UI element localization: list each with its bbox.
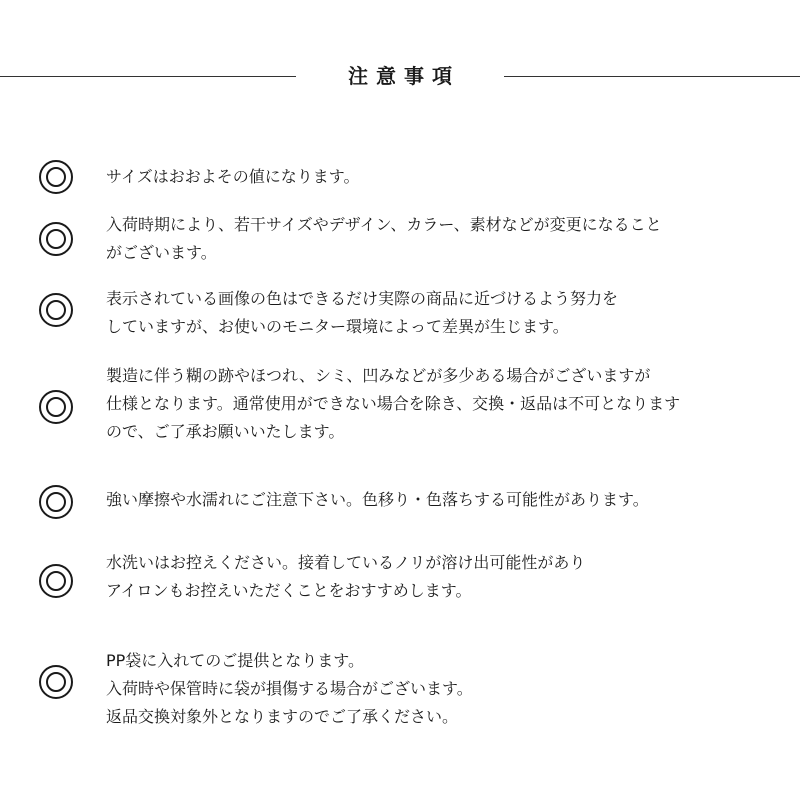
notice-line: PP袋に入れてのご提供となります。 — [106, 651, 365, 670]
page-title: 注意事項 — [348, 64, 460, 88]
notice-line: 返品交換対象外となりますのでご了承ください。 — [106, 707, 459, 726]
section-header — [0, 56, 800, 96]
notice-line: 仕様となります。通常使用ができない場合を除き、交換・返品は不可となります — [106, 394, 681, 413]
notice-line: ので、ご了承お願いいたします。 — [106, 422, 345, 441]
notice-text — [106, 647, 786, 731]
notice-text — [106, 163, 786, 191]
notice-line: 製造に伴う糊の跡やほつれ、シミ、凹みなどが多少ある場合がございますが — [106, 366, 651, 385]
header-divider-right — [504, 76, 800, 77]
notice-line: がございます。 — [106, 243, 217, 262]
notice-text — [106, 285, 786, 341]
notice-text — [106, 211, 786, 267]
header-divider-left — [0, 76, 296, 77]
notice-line: 入荷時期により、若干サイズやデザイン、カラー、素材などが変更になること — [106, 215, 662, 234]
double-circle-icon — [39, 160, 73, 194]
double-circle-icon — [39, 564, 73, 598]
notice-line: 表示されている画像の色はできるだけ実際の商品に近づけるよう努力を — [106, 289, 619, 308]
notice-text — [106, 362, 786, 446]
notice-line: サイズはおおよその値になります。 — [106, 167, 360, 186]
double-circle-icon — [39, 485, 73, 519]
notice-line: していますが、お使いのモニター環境によって差異が生じます。 — [106, 317, 569, 336]
notice-line: 強い摩擦や水濡れにご注意下さい。色移り・色落ちする可能性があります。 — [106, 490, 649, 509]
notice-line: アイロンもお控えいただくことをおすすめします。 — [106, 581, 472, 600]
notice-text — [106, 486, 786, 514]
notice-text — [106, 549, 786, 605]
notice-line: 水洗いはお控えください。接着しているノリが溶け出可能性があり — [106, 553, 586, 572]
double-circle-icon — [39, 293, 73, 327]
double-circle-icon — [39, 222, 73, 256]
double-circle-icon — [39, 665, 73, 699]
double-circle-icon — [39, 390, 73, 424]
notice-line: 入荷時や保管時に袋が損傷する場合がございます。 — [106, 679, 473, 698]
